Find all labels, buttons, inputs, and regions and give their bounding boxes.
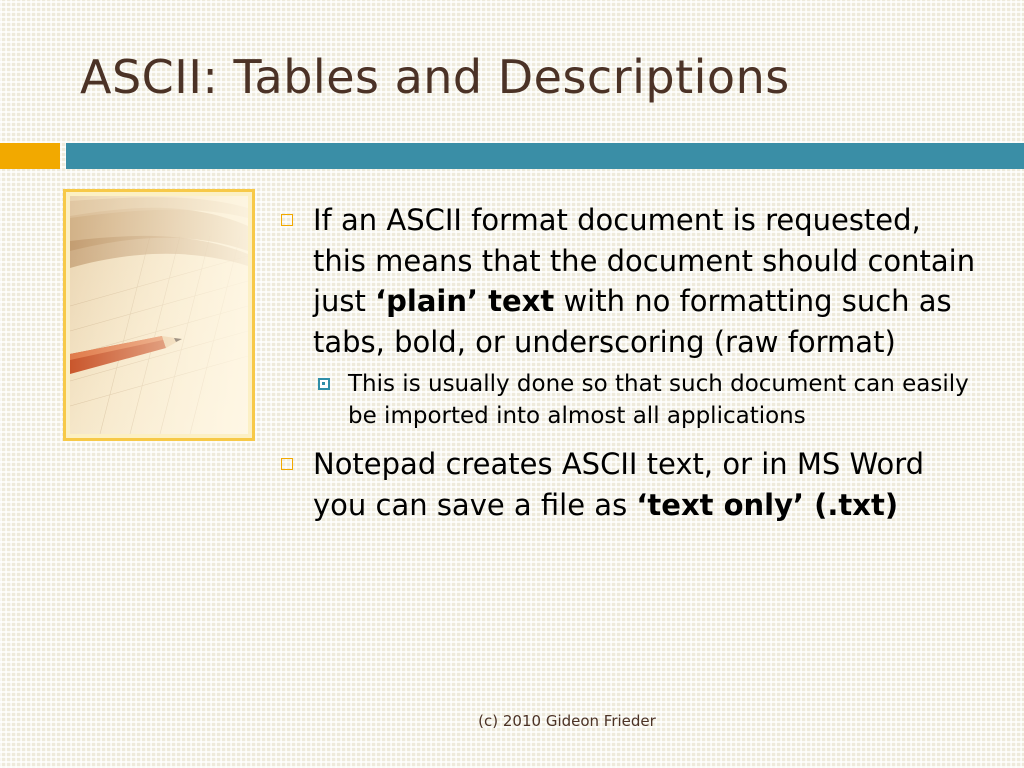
bullet-ascii-format	[276, 200, 976, 362]
bullet-bold-text: ‘text only’ (.txt)	[636, 487, 899, 522]
bullet-text: If an ASCII format document is requested, this means that the document should contain just	[313, 203, 976, 318]
slide-title: ASCII: Tables and Descriptions	[80, 50, 790, 104]
pencil-and-paper-icon	[70, 196, 248, 434]
pencil-and-paper-image	[63, 189, 255, 441]
accent-bar	[0, 143, 60, 169]
bullet-notepad	[276, 444, 976, 525]
square-bullet-icon	[281, 214, 293, 226]
title-rule-bar	[66, 143, 1024, 169]
sub-bullet-import	[312, 368, 978, 432]
square-sub-bullet-icon	[318, 378, 330, 390]
slide-content	[276, 200, 976, 525]
slide-footer	[0, 712, 1024, 730]
sub-bullet-text: This is usually done so that such document can easily be imported into almost all applications	[348, 371, 969, 429]
bullet-text: Notepad creates ASCII text, or in MS Word you can save a file as	[313, 447, 925, 522]
square-bullet-icon	[281, 458, 293, 470]
bullet-bold-text: ‘plain’ text	[375, 284, 555, 318]
bullet-text: with no formatting such as tabs, bold, or underscoring (raw format)	[313, 284, 952, 359]
footer-text: (c) 2010 Gideon Frieder	[478, 712, 656, 730]
